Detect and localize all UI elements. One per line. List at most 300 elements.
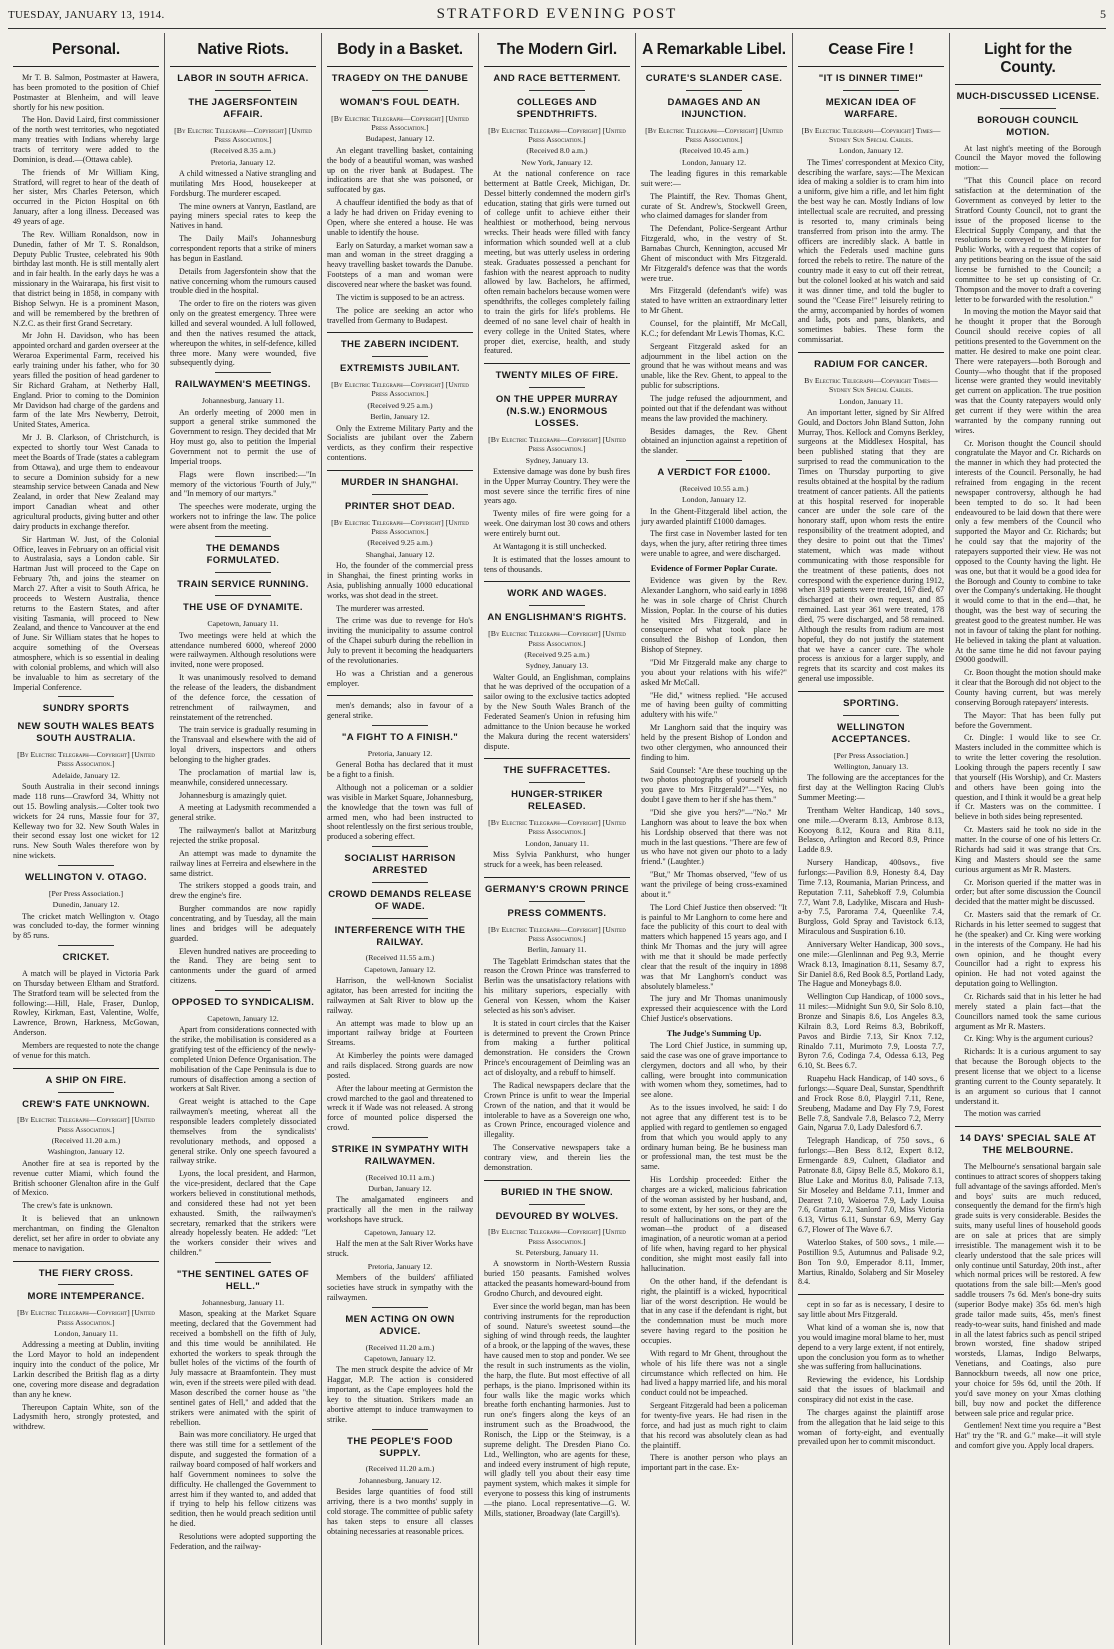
story-paragraph: Harrison, the well-known Socialist agitator, has been arrested for inciting the railwaymen at Salt River to blow up the railway. bbox=[327, 976, 473, 1015]
story-paragraph: Mr J. B. Clarkson, of Christchurch, is expected to shortly tour West Canada to meet the Boards of Trade (states a cablegram from Ottawa), and urge them to endeavour to secure a Dominion subsidy for a new steamship service between Canada and New Zealand, in order that New Zealand may import Canadian wheat and other agricultural products, giving butter and other dairy products in exchange therefor. bbox=[13, 433, 159, 531]
divider bbox=[215, 990, 270, 991]
headline: THE ZABERN INCIDENT. bbox=[340, 339, 460, 351]
story-paragraph: An elegant travelling basket, containing the body of a beautiful woman, was washed up on the river bank at Budapest. The indications are that she was poisoned, or suffocated by gas. bbox=[327, 145, 473, 195]
wire-credit: [By Electric Telegraph—Copyright] [United Press Association.] bbox=[331, 380, 469, 399]
story-paragraph: Besides damages, the Rev. Ghent obtained an injunction against a repetition of the slander. bbox=[641, 426, 787, 456]
story-paragraph: The Radical newspapers declare that the Crown Prince is unfit to wear the Imperial Crown of the nation, and that it would be intolerable to have as a Sovereign one who, as Crown Prince, encouraged violence and illegality. bbox=[484, 1080, 630, 1140]
dateline: Pretoria, January 12. bbox=[210, 157, 276, 167]
story-paragraph: In the Ghent-Fitzgerald libel action, the jury awarded plaintiff £1000 damages. bbox=[641, 506, 787, 526]
dateline: (Received 11.20 a.m.) bbox=[51, 1136, 121, 1146]
headline: GERMANY'S CROWN PRINCE bbox=[484, 883, 630, 895]
divider bbox=[529, 387, 584, 388]
headline: THE PEOPLE'S FOOD SUPPLY. bbox=[347, 1435, 453, 1459]
story-paragraph: Apart from considerations connected with the strike, the mobilisation is considered as a gratifying test of the efficiency of the newly-completed Union Defence Organisation. The mobilisation of the Cape Peninsula is due to rumours of disaffection among a section of workers at Salt River. bbox=[170, 1025, 316, 1094]
story-paragraph: The police are seeking an actor who travelled from Germany to Budapest. bbox=[327, 305, 473, 325]
column-6 bbox=[793, 33, 950, 1645]
story-paragraph: The Lord Chief Justice then observed: "It is painful to Mr Langhorn to come here and face the publicity of this court to deal with matters which happened 15 years ago, and I think Mr Thomas and the jury will agree with me that it should be made perfectly clear that the result of the inquiry in 1898 was that Mr Langhorn's conduct was absolutely blameless." bbox=[641, 902, 787, 991]
headline: WORK AND WAGES. bbox=[507, 588, 607, 600]
story-paragraph: "He did," witness replied. "He accused me of having been guilty of committing adultery with his wife." bbox=[641, 690, 787, 720]
story-paragraph: Half the men at the Salt River Works have struck. bbox=[327, 1239, 473, 1259]
story-paragraph: Ho was a Christian and a generous employer. bbox=[327, 668, 473, 688]
dateline: Dunedin, January 12. bbox=[52, 900, 120, 910]
story-paragraph: The proclamation of martial law is, meanwhile, considered unnecessary. bbox=[170, 767, 316, 787]
dateline: Capetown, January 12. bbox=[364, 964, 436, 974]
story-paragraph: Ruapehu Hack Handicap, of 140 sovs., 6 furlongs:—Square Deal, Sunstar, Spendthrift and Frock Rose 8.0, Playgirl 7.11, Rene, Sreubeng, Madame and Day Fly 7.9, Forest Belle 7.8, Sandvale 7.8, Belasco 7.2, Merry Gain, Ngarua 7.0, Lady Dalesford 6.7. bbox=[798, 1074, 944, 1133]
dateline: (Received 10.11 a.m.) bbox=[365, 1172, 435, 1182]
headline: CURATE'S SLANDER CASE. bbox=[645, 73, 783, 84]
divider bbox=[529, 782, 584, 783]
story-paragraph: With regard to Mr Ghent, throughout the whole of his life there was not a single circumstance which reflected on him. He had lived a happy married life, and his moral conduct could not be impeached. bbox=[641, 1348, 787, 1398]
story-paragraph: At the national conference on race betterment at Battle Creek, Michigan, Dr. Dessel bitterly condemned the modern girl's education, stating that girls were turned out of college unfit to achieve either their healthiest or motherhood, being nervous wrecks. Their heads were filled with fancy information which sounded well at a club meeting, but was utterly useless in ordering steak. Graduates possessed a penchant for fashion with the nearest approach to nudity allowed by law. Bachelors, he affirmed, often remain bachelors because women were spendthrifts, the colleges completely failing to train the girls for life's problems. He deemed of no sane level chair of health in every college in the United States, where proper diet, exercise, health, and study featured. bbox=[484, 169, 630, 356]
story-paragraph: Lyons, the local president, and Harmon, the vice-president, declared that the Cape workers believed in constitutional methods, and considered these had not yet been exhausted. Smith, the railwaymen's secretary, remarked that the strikers were already hopelessly beaten. He added: "Let the workers consider their wives and children." bbox=[170, 1169, 316, 1258]
headline: CROWD DEMANDS RELEASE OF WADE. bbox=[328, 888, 472, 912]
story-paragraph: At Kimberley the points were damaged and rails displaced. Strong guards are now posted. bbox=[327, 1051, 473, 1080]
divider bbox=[372, 90, 427, 91]
story-paragraph: Trentham Welter Handicap, 140 sovs., one mile.—Overarm 8.13, Ambrose 8.13, Kooyong 8.12, Koura and Rita 8.11, Belasco, Arlington and Record 8.9, Prince Ladde 8.9. bbox=[798, 805, 944, 855]
dateline: Capetown, January 12. bbox=[207, 1013, 279, 1023]
story-paragraph: Mason, speaking at the Market Square meeting, declared that the Government had received a bombshell on the fifth of July, and this time would be annihilated. He exhorted the workers to speak through the bullet holes of the victims of the fourth of July massacre at Braamfontein. They must win, even if the streets were piled with dead. Mason described the corner house as "the sentinel gates of Hell," and added that the strikers were animated with the spirit of rebellion. bbox=[170, 1309, 316, 1427]
column-5 bbox=[636, 33, 793, 1645]
divider bbox=[215, 595, 270, 596]
divider bbox=[215, 90, 270, 91]
story-paragraph: Cr. Masters said he took no side in the matter. In the course of one of his letters Cr. Richards had said it was strange that Crs. King and Masters should see the same curious argument as Mr R. Masters. bbox=[955, 825, 1101, 874]
story-paragraph: Burgher commandos are now rapidly concentrating, and by Tuesday, all the main lines and bridges will be adequately guarded. bbox=[170, 904, 316, 943]
headline: THE JAGERSFONTEIN AFFAIR. bbox=[188, 96, 298, 120]
dateline: (Received 11.20 a.m.) bbox=[365, 1342, 435, 1352]
dateline: Johannesburg, January 12. bbox=[358, 1475, 442, 1485]
story-paragraph: Mr T. B. Salmon, Postmaster at Hawera, has been promoted to the position of Chief Postmaster at Blenheim, and will leave shortly for his new position. bbox=[13, 73, 159, 112]
story-paragraph: The Hon. David Laird, first commissioner of the north west territories, who negotiated many treaties with Indians whereby large tracts of territory were added to the Dominion, is dead.—(Ottawa cable). bbox=[13, 115, 159, 164]
story-paragraph: men's demands; also in favour of a general strike. bbox=[327, 701, 473, 721]
story-paragraph: There is another person who plays an important part in the case. Ex- bbox=[641, 1453, 787, 1473]
column-3 bbox=[322, 33, 479, 1645]
headline: MUCH-DISCUSSED LICENSE. bbox=[956, 91, 1100, 102]
divider bbox=[215, 1262, 270, 1263]
headline: THE DEMANDS FORMULATED. bbox=[205, 542, 281, 566]
wire-credit: [By Electric Telegraph—Copyright] [United Press Association.] bbox=[331, 517, 469, 537]
column-heading: The Modern Girl. bbox=[484, 33, 630, 67]
story-paragraph: The Daily Mail's Johannesburg correspondent reports that a strike of miners has begun in Eastland. bbox=[170, 234, 316, 263]
dateline: London, January 11. bbox=[525, 838, 589, 848]
story-paragraph: Cr. Boon thought the motion should make it clear that the Borough did not object to the County having current, but was merely conserving Borough ratepayers' interests. bbox=[955, 668, 1101, 707]
wire-credit: [By Electric Telegraph—Copyright] [United Press Association.] bbox=[488, 1227, 626, 1246]
divider bbox=[529, 605, 584, 606]
story-paragraph: The Conservative newspapers take a contrary view, and therein lies the demonstration. bbox=[484, 1143, 630, 1172]
story-paragraph: The first case in November lasted for ten days, when the jury, after retiring three times were unable to agree, and were discharged. bbox=[641, 529, 787, 559]
divider bbox=[529, 901, 584, 902]
story-paragraph: The Rev. William Ronaldson, now in Dunedin, father of Mr T. S. Ronaldson, Deputy Public Trustee, celebrated his 90th birthday last month. He is still mentally alert and in fair health. In the early days he was a missionary in the Wairarapa, his first visit to that district being in 1858, in company with Bishop Selwyn. He is a prominent Mason, and will be remembered by the brethren of N.Z.C. as their first Grand Secretary. bbox=[13, 229, 159, 328]
dateline: Berlin, January 11. bbox=[527, 945, 587, 955]
divider bbox=[372, 725, 427, 726]
section-divider bbox=[798, 352, 944, 353]
story-paragraph: The motion was carried bbox=[964, 1109, 1041, 1119]
divider bbox=[215, 372, 270, 373]
story-paragraph: The charges against the plaintiff arose from the allegation that he laid seige to this woman of forty-eight, and eventually prevailed upon her to commit misconduct. bbox=[798, 1407, 944, 1447]
story-paragraph: The mine owners at Vanryn, Eastland, are paying miners special rates to keep the Natives in hand. bbox=[170, 201, 316, 231]
column-heading: A Remarkable Libel. bbox=[641, 33, 787, 67]
section-divider bbox=[484, 877, 630, 878]
dateline: Capetown, January 11. bbox=[207, 619, 279, 629]
headline: "THE SENTINEL GATES OF HELL." bbox=[176, 1269, 310, 1292]
story-paragraph: The train service is gradually resuming in the Transvaal and elsewhere with the aid of loyal drivers, inspectors and others belonging to the higher grades. bbox=[170, 725, 316, 765]
column-7 bbox=[950, 33, 1106, 1645]
story-paragraph: The following are the acceptances for the first day at the Wellington Racing Club's Summer Meeting:— bbox=[798, 773, 944, 802]
dateline: (Received 9.25 a.m.) bbox=[367, 400, 433, 410]
story-paragraph: Telegraph Handicap, of 750 sovs., 6 furlongs:—Ben Bess 8.12, Expert 8.12, Ermengarde 8.9, Culnett, Gladiator and Patronate 8.8, Gipsy Belle 8.5, Mokoro 8.1, Blue Lake and Moritus 8.0, Palisade 7.13, Sir Moseley and Beldame 7.11, Immer and Dearest 7.10, Waioeroa 7.9, Lady Louisa 7.6, Grattan 7.2, Sanlord 7.0, Miss Victoria 6.13, Virtus 6.11, Sunstar 6.9, Merry Gay 6.7, Flower of The Wave 6.7. bbox=[798, 1136, 944, 1235]
story-paragraph: Sergeant Fitzgerald had been a policeman for twenty-five years. He had risen in the force, and had just as much right to claim that his record was absolutely clean as had the plaintiff. bbox=[641, 1401, 787, 1450]
story-paragraph: The men struck despite the advice of Mr Haggar, M.P. The action is considered important, as the Cape employees hold the key to the situation. Strikers made an abortive attempt to induce tramwaymen to strike. bbox=[327, 1365, 473, 1424]
wire-credit: [By Electric Telegraph—Copyright] [United Press Association.] bbox=[488, 125, 626, 144]
headline: 14 DAYS' SPECIAL SALE AT THE MELBOURNE. bbox=[959, 1133, 1097, 1157]
story-paragraph: Mr Langhorn said that the inquiry was held by the present Bishop of London and two other clergymen, who announced their finding to him. bbox=[641, 723, 787, 762]
headline: AND RACE BETTERMENT. bbox=[493, 73, 621, 84]
headline: CRICKET. bbox=[62, 952, 110, 964]
story-paragraph: A meeting at Ladysmith recommended a general strike. bbox=[170, 803, 316, 823]
dateline: Berlin, January 12. bbox=[370, 412, 430, 422]
section-divider bbox=[484, 758, 630, 759]
wire-credit: [By Electric Telegraph—Copyright] [United Press Association.] bbox=[488, 629, 626, 648]
dateline: (Received 8.0 a.m.) bbox=[526, 146, 588, 156]
story-paragraph: What kind of a woman she is, now that you would imagine moral blame to her, must depend to a very large extent, if not entirely, upon the conclusion you form as to whether she was suffering from hallucinations. bbox=[798, 1322, 944, 1372]
dateline: (Received 11.55 a.m.) bbox=[365, 953, 435, 963]
headline: A SHIP ON FIRE. bbox=[45, 1074, 127, 1086]
column-heading: Cease Fire ! bbox=[798, 33, 944, 67]
story-paragraph: The Mayor: That has been fully put before the Government. bbox=[955, 710, 1101, 730]
divider bbox=[372, 1307, 427, 1308]
story-paragraph: Great weight is attached to the Cape railwaymen's meeting, whereat all the responsible leaders completely dissociated themselves from the syndicalists' revolutionary methods, and opposed a general strike. Only one speech favoured a railway strike. bbox=[170, 1097, 316, 1166]
dateline: Washington, January 12. bbox=[47, 1147, 125, 1157]
headline: THE USE OF DYNAMITE. bbox=[183, 602, 303, 614]
story-paragraph: Members are requested to note the change of venue for this match. bbox=[13, 1040, 159, 1060]
story-paragraph: The friends of Mr William King, Stratford, will regret to hear of the death of her sister, Mrs Charles Peterson, which occurred in the Picton Hospital on 6th January, after a long illness. Deceased was 49 years of age. bbox=[13, 167, 159, 227]
section-divider bbox=[798, 1294, 944, 1295]
story-paragraph: Cr. King: Why is the argument curious? bbox=[964, 1034, 1093, 1044]
story-paragraph: Extensive damage was done by bush fires in the Upper Murray Country. They were the most severe since the terrific fires of nine years ago. bbox=[484, 466, 630, 506]
dateline: Pretoria, January 12. bbox=[367, 1262, 433, 1272]
dateline: Adelaide, January 12. bbox=[52, 770, 120, 780]
dateline: [Per Press Association.] bbox=[48, 888, 124, 898]
headline: WOMAN'S FOUL DEATH. bbox=[340, 96, 460, 108]
story-paragraph: An attempt was made to dynamite the railway lines at Ferreira and elsewhere in the same district. bbox=[170, 848, 316, 878]
dateline: London, January 11. bbox=[54, 1329, 118, 1338]
headline: HUNGER-STRIKER RELEASED. bbox=[511, 789, 603, 813]
issue-date: TUESDAY, JANUARY 13, 1914. bbox=[8, 9, 165, 21]
headline: SUNDRY SPORTS bbox=[42, 703, 130, 715]
story-paragraph: Cr. Morison queried if the matter was in order; but after some discussion the Council decided that the matter might be discussed. bbox=[955, 877, 1101, 907]
story-paragraph: Wellington Cup Handicap, of 1000 sovs., 11 miles:—Midnight Sun 9.0, Sir Solo 8.10, Bronze and Sinapis 8.6, Los Angeles 8.3, Kilrain 8.3, Lord Reims 8.3, Bobrikoff, Pavos and Birdie 7.13, Sir Knox 7.12, Rinaldo 7.11, Murimoto 7.9, Loosta 7.7, Byron 7.6, Codinga 7.4, Odessa 6.13, Peg 6.10, St. Bees 6.7. bbox=[798, 992, 944, 1071]
headline: COLLEGES AND SPENDTHRIFTS. bbox=[516, 96, 598, 120]
story-paragraph: At last night's meeting of the Borough Council the Mayor moved the following motion:— bbox=[955, 143, 1101, 173]
story-paragraph: His Lordship proceeded: Either the charges are a wicked, malicious fabrication of the woman assisted by her husband, and, to some extent, by her sons, or they are the result of hallucinations on the part of the woman—the product of a diseased imagination, of a neurotic woman at a period of life when, having regard to her physical condition, she might most easily fall into hallucination. bbox=[641, 1175, 787, 1273]
story-paragraph: It was unanimously resolved to demand the release of the leaders, the disbandment of the defence force, the cessation of retrenchment of railwaymen, and reinstatement of the retrenched. bbox=[170, 673, 316, 722]
headline: "A FIGHT TO A FINISH." bbox=[341, 732, 459, 744]
divider bbox=[843, 715, 898, 716]
column-1 bbox=[8, 33, 165, 1645]
headline: AN ENGLISHMAN'S RIGHTS. bbox=[487, 612, 627, 624]
story-paragraph: Reviewing the evidence, his Lordship said that the issues of blackmail and conspiracy did not exist in the case. bbox=[798, 1375, 944, 1404]
dateline: [Per Press Association.] bbox=[833, 750, 909, 760]
column-heading: Native Riots. bbox=[170, 33, 316, 67]
divider bbox=[372, 882, 427, 883]
story-paragraph: Another fire at sea is reported by the revenue cutter Miami, which found the British schooner Glenalton afire in the Gulf of Mexico. bbox=[13, 1158, 159, 1198]
story-paragraph: After the labour meeting at Germiston the crowd marched to the gaol and threatened to wreck it if Wade was not released. A strong force of mounted police dispersed the crowd. bbox=[327, 1083, 473, 1133]
story-paragraph: cept in so far as is necessary, I desire to say little about Mrs Fitzgerald. bbox=[798, 1300, 944, 1320]
story-paragraph: Said Counsel: "Are these touching up the two photos photographs of yourself which you gave to Mrs Fitzgerald?"—"Yes, no doubt I gave them to her if she has them." bbox=[641, 765, 787, 805]
dateline: Capetown, January 12. bbox=[364, 1228, 436, 1238]
story-paragraph: Anniversary Welter Handicap, 300 sovs., one mile:—Glenlinnan and Peg 9.3, Merrie Wrack 8.13, Imagination 8.11, Sesamy 8.7, Sir Daniel 8.6, Red Book 8.5, Portland Lady, The Hague and Moneybags 8.0. bbox=[798, 940, 944, 989]
dateline: London, January 12. bbox=[838, 146, 904, 156]
headline: STRIKE IN SYMPATHY WITH RAILWAYMEN. bbox=[331, 1144, 469, 1167]
headline: TRAIN SERVICE RUNNING. bbox=[177, 578, 309, 590]
story-paragraph: A match will be played in Victoria Park on Thursday between Eltham and Stratford. The Stratford team will be selected from the following:—Hill, Hale, Fraser, Dunlop, Rowley, Kirkman, East, Valentine, Wolfe, Lawrence, Brown, Harkness, McGowan, Anderson. bbox=[13, 968, 159, 1038]
story-paragraph: On the other hand, if the defendant is right, the plaintiff is a wicked, hypocritical liar of the worst description. He would be that in any case if the defendant is right, but the condemnation must be much more severe having regard to the position he occupies. bbox=[641, 1276, 787, 1345]
story-paragraph: "Did she give you hers?"—"No." Mr Langhorn was about to leave the box when his Lordship observed that there was not much in the last questions. "There are few of us who have not given our photo to a lady friend." (Laughter.) bbox=[641, 807, 787, 867]
section-divider bbox=[327, 470, 473, 471]
wire-credit: [By Electric Telegraph—Copyright] [United Press Association.] bbox=[17, 1115, 155, 1134]
story-paragraph: Only the Extreme Military Party and the Socialists are jubilant over the Zabern verdicts, as they confirm their respective contentions. bbox=[327, 423, 473, 463]
section-divider bbox=[798, 691, 944, 692]
section-divider bbox=[484, 1180, 630, 1181]
headline: RAILWAYMEN'S MEETINGS. bbox=[175, 379, 311, 391]
columns-area bbox=[8, 33, 1106, 1645]
story-paragraph: The Defendant, Police-Sergeant Arthur Fitzgerald, who, in the vestry of St. Barnabas Church, Kennington, accused Mr Ghent of misconduct with Mrs Fitzgerald. Mr Fitzgerald's defence was that the words were true. bbox=[641, 224, 787, 283]
headline: ON THE UPPER MURRAY (N.S.W.) ENORMOUS LOSSES. bbox=[495, 394, 619, 429]
story-paragraph: "Did Mr Fitzgerald make any charge to you about your relations with his wife?" asked Mr McCall. bbox=[641, 657, 787, 687]
dateline: Sydney, January 13. bbox=[525, 661, 589, 671]
story-paragraph: Miss Sylvia Pankhurst, who hunger struck for a week, has been released. bbox=[484, 850, 630, 869]
divider bbox=[372, 1137, 427, 1138]
story-paragraph: As to the issues involved, he said: I do not agree that any different test is to be applied with regard to gentlemen so engaged from that which you would apply to any ordinary human being. Be he business man or professional man, the test must be the same. bbox=[641, 1103, 787, 1172]
wire-credit: [By Electric Telegraph—Copyright] [United Press Association.] bbox=[488, 434, 626, 454]
story-paragraph: A child witnessed a Native strangling and mutilating Mrs Hood, housekeeper at Fordsburg. The murderer escaped. bbox=[170, 169, 316, 198]
story-paragraph: An important letter, signed by Sir Alfred Gould, and Doctors John Bland Sutton, John Murray, Thos. Kellock and Comyns Berkley, surgeons at the Middlesex Hospital, has been published stating that they are surprised to read the communication to the Times on Thursday purporting to give results obtained at the hospital by the radium treatment of cancer patients. All the patients at this hospital reserved for inoperable cancer are under the sole care of the honorary staff, upon whom rests the entire responsibility of the treatment adopted, and they desire to point out that the Times' statement, which was made without communicating with those responsible for the treatment of these patients, does not correspond with the experience during 1912, when 319 patients were treated, 167 died, 67 discharged at their own request, and 85 remained. Last year 361 were treated, 178 died, 75 were discharged, and 58 remained. Although the results from radium are most hopeful, they do not justify the statement that we have a cancer cure. The whole process is anxious for a larger supply, and regrets that its scarcity and cost makes its general use impossible. bbox=[798, 407, 944, 684]
divider bbox=[372, 494, 427, 495]
story-paragraph: The strikers stopped a goods train, and drew the engine's fire. bbox=[170, 881, 316, 901]
story-paragraph: The Plaintiff, the Rev. Thomas Ghent, curate of St. Andrew's, Stockwell Green, who claimed damages for slander from bbox=[641, 191, 787, 221]
story-paragraph: Cr. Masters said that the remark of Cr. Richards in his letter seemed to suggest that he (the speaker) and Cr. King were working in the interests of the Company. He had his own opinion, and he thought every Councillor had a right to express his opinion. He had not voted against the deputation going to Wellington. bbox=[955, 910, 1101, 989]
story-paragraph: It is estimated that the losses amount to tens of thousands. bbox=[484, 554, 630, 574]
column-heading: Personal. bbox=[13, 33, 159, 67]
headline: THE SUFFRACETTES. bbox=[503, 765, 611, 777]
story-paragraph: Twenty miles of fire were going for a week. One dairyman lost 30 cows and others were entirely burnt out. bbox=[484, 509, 630, 539]
wire-credit: [By Electric Telegraph—Copyright] [United Press Association.] bbox=[17, 1308, 155, 1327]
subheading: The Judge's Summing Up. bbox=[666, 1029, 762, 1039]
headline: WELLINGTON V. OTAGO. bbox=[25, 871, 147, 883]
headline: BURIED IN THE SNOW. bbox=[500, 1186, 614, 1198]
headline: OPPOSED TO SYNDICALISM. bbox=[171, 997, 315, 1009]
divider bbox=[215, 536, 270, 537]
story-paragraph: Waterloo Stakes, of 500 sovs., 1 mile.—Postillion 9.5, Autumnus and Palisade 9.2, Bon Ton 9.0, Emperador 8.11, Immer, Martius, Rinaldo, Solaberg and Sir Moseley 8.4. bbox=[798, 1237, 944, 1287]
story-paragraph: Gentlemen! Next time you require a "Best Hat" try the "R. and G." make—it will style and comfort give you. Apply local drapers. bbox=[955, 1421, 1101, 1451]
story-paragraph: The crew's fate is unknown. bbox=[22, 1201, 113, 1211]
headline: NEW SOUTH WALES BEATS SOUTH AUSTRALIA. bbox=[17, 721, 155, 745]
dateline: Durban, January 12. bbox=[368, 1184, 432, 1194]
headline: TRAGEDY ON THE DANUBE bbox=[331, 73, 469, 84]
headline: WELLINGTON ACCEPTANCES. bbox=[831, 721, 911, 745]
wire-credit: By Electric Telegraph—Copyright Times—Sydney Sun Special Cables. bbox=[804, 375, 938, 395]
story-paragraph: Counsel, for the plaintiff, Mr McCall, K.C.; for defendant Mr Lewis Thomas, K.C. bbox=[641, 319, 787, 338]
divider bbox=[372, 918, 427, 919]
dateline: New York, January 12. bbox=[521, 157, 593, 167]
divider bbox=[58, 696, 113, 697]
headline: LABOR IN SOUTH AFRICA. bbox=[177, 73, 309, 84]
story-paragraph: Richards: It is a curious argument to say that because the Borough objects to the present license that we object to a license granting current to the County separately. It is an argument so curious that I cannot understand it. bbox=[955, 1047, 1101, 1106]
section-divider bbox=[484, 363, 630, 364]
wire-credit: [By Electric Telegraph—Copyright] [United Press Association.] bbox=[17, 750, 155, 769]
story-paragraph: General Botha has declared that it must be a fight to a finish. bbox=[327, 760, 473, 780]
story-paragraph: Thereupon Captain White, son of the Ladysmith hero, strongly protested, and withdrew. bbox=[13, 1402, 159, 1432]
story-paragraph: Sir Hartman W. Just, of the Colonial Office, leaves in February on an official visit to Australasia, says a London cable. Sir Hartman Just will proceed to the Cape on February 7th, and joins the steamer on March 27. After a visit to South Africa, he proceeds to Western Australia, thence returns to the Eastern States, and after visiting Tasmania, will proceed to New Zealand, and thence to Vancouver at the end of June. Sir William states that he hopes to acquire something of the Overseas atmosphere, which is so essential in dealing with colonial problems, and which will also be invaluable to him as secretary of the Imperial Conference. bbox=[13, 534, 159, 692]
story-paragraph: The order to fire on the rioters was given only on the greatest emergency. Three were killed and several wounded. A lull followed, and then the natives resumed the attack, whereupon the whites, in self-defence, killed three more. Many were wounded, five subsequently dying. bbox=[170, 299, 316, 368]
dateline: (Received 11.20 a.m.) bbox=[365, 1464, 435, 1474]
story-paragraph: Addressing a meeting at Dublin, inviting the Lord Mayor to hold an independent inquiry into the conduct of the police, Mr Larkin described the British flag as a dirty one, covering more disease and degradation than any he knew. bbox=[13, 1340, 159, 1399]
divider bbox=[843, 90, 898, 91]
story-paragraph: Mr John H. Davidson, who has been appointed orchard and garden overseer at the Weraroa Experimental Farm, received his early training under his father, who for 30 years filled the position of head gardener to Sir Richard Graham, at Netherby Hall, England. Prior to coming to the Dominion Mr Davidson had charge of the gardens and farm of the late Mrs Newberry, Detroit, United States, America. bbox=[13, 331, 159, 430]
headline: PRINTER SHOT DEAD. bbox=[344, 500, 456, 512]
section-divider bbox=[13, 1068, 159, 1069]
dateline: Johannesburg, January 11. bbox=[201, 396, 285, 406]
story-paragraph: Ever since the world began, man has been contriving instruments for the reproduction of sound. Nature's sweetest sound—the sighing of wind through reeds, the laughter of a brook, or the lapping of the waves, these have caused men to stop and ponder. We see the result in such instruments as the violin, the harp, the flute. But most effective of all perhaps, is the piano. Imprisoned within its four walls like the magic works which breathe forth enchanting harmonies. Just to run one's fingers along the keys of an instrument such as the Broadwood, the Ronisch, the Lipp or the Steinway, is a supreme delight. The Dresden Piano Co. Ltd., Wellington, who are agents for these, and indeed every instrument of high repute, will gladly tell you about their easy time payment system, which makes it simple for everyone to possess this king of instruments—the piano. Local representative—G. W. Mills, stationer, Broadway (late Cargill's). bbox=[484, 1301, 630, 1518]
section-divider bbox=[13, 1261, 159, 1262]
headline: MEXICAN IDEA OF WARFARE. bbox=[825, 96, 917, 120]
column-2 bbox=[165, 33, 322, 1645]
story-paragraph: An orderly meeting of 2000 men in support a general strike summoned the Government to resign. They decided that Mr Hoy must go, also to petition the Imperial Government not to permit the use of Imperial troops. bbox=[170, 407, 316, 466]
dateline: London, January 11. bbox=[839, 396, 903, 406]
story-paragraph: The Tageblatt Erimdschan states that the reason the Crown Prince was transferred to Berlin was the unsatisfactory relations with his military superiors, especially with General von Kessen, whom the Kaiser selected as his son's adviser. bbox=[484, 956, 630, 1015]
story-paragraph: Evidence was given by the Rev. Alexander Langhorn, who said early in 1898 he was in sole charge of Christ Church Mission, Poplar. In the course of his duties he visited Mrs Fitzgerald, and in consequence of what took place he consulted the Bishop of London, then Bishop of Stepney. bbox=[641, 576, 787, 655]
story-paragraph: The speeches were moderate, urging the workers not to infringe the law. The police were absent from the meeting. bbox=[170, 502, 316, 531]
story-paragraph: Members of the builders' affiliated societies have struck in sympathy with the railwaymen. bbox=[327, 1273, 473, 1303]
divider bbox=[529, 90, 584, 91]
story-paragraph: Cr. Dingle: I would like to see Cr. Masters included in the committee which is to write the letter covering the resolution. Looking through the papers recently I saw that yourself (His Worship), and Cr. Masters and others have been going into the question, and I think it would be a great help if Cr. Masters was on the committee. I believe in both sides being represented. bbox=[955, 733, 1101, 822]
story-paragraph: The Lord Chief Justice, in summing up, said the case was one of grave importance to clergymen, doctors and all who, by their calling, were brought into communication with women whom they, sometimes, had to see alone. bbox=[641, 1041, 787, 1100]
wire-credit: [By Electric Telegraph—Copyright] [United Press Association.] bbox=[174, 125, 312, 144]
story-paragraph: The victim is supposed to be an actress. bbox=[336, 292, 465, 302]
story-paragraph: Cr. Richards said that in his letter he had merely stated a plain fact—that the Councillors named took the same curious argument as Mr R. Masters. bbox=[955, 991, 1101, 1031]
story-paragraph: It is believed that an unknown merchantman, on finding the Glenalton derelict, set her afire in order to obviate any menace to navigation. bbox=[13, 1214, 159, 1253]
headline: INTERFERENCE WITH THE RAILWAY. bbox=[334, 924, 466, 948]
headline: PRESS COMMENTS. bbox=[507, 907, 607, 919]
page-number: 5 bbox=[1100, 7, 1106, 21]
column-heading: Body in a Basket. bbox=[327, 33, 473, 67]
dateline: (Received 9.25 a.m.) bbox=[367, 538, 433, 548]
headline: TWENTY MILES OF FIRE. bbox=[495, 370, 619, 382]
divider bbox=[372, 1429, 427, 1430]
headline: SPORTING. bbox=[843, 697, 899, 709]
divider bbox=[215, 572, 270, 573]
story-paragraph: The cricket match Wellington v. Otago was concluded to-day, the former winning by 85 runs. bbox=[13, 911, 159, 941]
dateline: (Received 9.25 a.m.) bbox=[524, 649, 590, 659]
divider bbox=[58, 945, 113, 946]
dateline: Pretoria, January 12. bbox=[367, 748, 433, 758]
story-paragraph: The crime was due to revenge for Ho's inviting the municipality to assume control of the Chapei suburb during the rebellion in July to prevent it becoming the headquarters of the revolutionaries. bbox=[327, 616, 473, 665]
dateline: Shanghai, January 12. bbox=[365, 549, 435, 559]
headline: RADIUM FOR CANCER. bbox=[814, 358, 928, 370]
dateline: Wellington, January 13. bbox=[833, 761, 909, 771]
story-paragraph: Besides large quantities of food still arriving, there is a two months' supply in cold storage. The committee of public safety has taken steps to ensure all classes obtaining necessaries at reasonable prices. bbox=[327, 1487, 473, 1536]
dateline: St. Petersburg, January 11. bbox=[515, 1248, 599, 1258]
section-divider bbox=[327, 332, 473, 333]
newspaper-title: STRATFORD EVENING POST bbox=[436, 6, 678, 22]
headline: A VERDICT FOR £1000. bbox=[657, 467, 771, 479]
story-paragraph: At Wantagong it is still unchecked. bbox=[493, 541, 607, 551]
wire-credit: [By Electric Telegraph—Copyright] [United Press Association.] bbox=[488, 924, 626, 943]
story-paragraph: The jury and Mr Thomas unanimously expressed their acquiescence with the Lord Chief Justice's observations. bbox=[641, 994, 787, 1024]
headline: SOCIALIST HARRISON ARRESTED bbox=[344, 853, 456, 877]
column-4 bbox=[479, 33, 636, 1645]
story-paragraph: Flags were flown inscribed:—"In memory of the victorious 'Fourth of July,'" and "In memory of our martyrs." bbox=[170, 469, 316, 499]
story-paragraph: Johannesburg is amazingly quiet. bbox=[179, 790, 287, 800]
column-heading: Light for the County. bbox=[955, 33, 1101, 85]
dateline: Capetown, January 12. bbox=[364, 1354, 436, 1364]
story-paragraph: Bain was more conciliatory. He urged that there was still time for a settlement of the dispute, and suggested the formation of a railway board composed of half workers and half Government nominees to solve the difficulty. He challenged the Government to arrest him if they wanted to, and added that if trying to help his fellow citizens was sedition, then he would preach sedition until he died. bbox=[170, 1430, 316, 1529]
wire-credit: [By Electric Telegraph—Copyright] [United Press Association.] bbox=[331, 113, 469, 133]
dateline: Sydney, January 13. bbox=[525, 455, 589, 465]
divider bbox=[58, 1092, 113, 1093]
story-paragraph: The railwaymen's ballot at Maritzburg rejected the strike proposal. bbox=[170, 826, 316, 846]
headline: MEN ACTING ON OWN ADVICE. bbox=[345, 1314, 455, 1337]
headline: BOROUGH COUNCIL MOTION. bbox=[977, 114, 1079, 138]
dateline: London, January 12. bbox=[681, 157, 747, 167]
section-divider bbox=[955, 1126, 1101, 1127]
story-paragraph: Details from Jagersfontein show that the native concerning whom the rumours caused trouble died in the hospital. bbox=[170, 266, 316, 296]
dateline: London, January 12. bbox=[681, 495, 747, 505]
story-paragraph: The leading figures in this remarkable suit were:— bbox=[641, 169, 787, 188]
story-paragraph: The murderer was arrested. bbox=[336, 603, 425, 613]
story-paragraph: Resolutions were adopted supporting the Federation, and the railway- bbox=[170, 1532, 316, 1551]
headline: EXTREMISTS JUBILANT. bbox=[340, 363, 460, 375]
dateline: Johannesburg, January 11. bbox=[201, 1297, 285, 1307]
masthead bbox=[8, 6, 1106, 29]
story-paragraph: Nursery Handicap, 400sovs., five furlongs:—Pavilion 8.9, Honesty 8.4, Day Time 7.13, Roumania, Marian Princess, and Reputation 7.11, Sahebkoff 7.9, Columbia 7.7, Want 7.8, Ladylike, Miscara and Hush-a-by 7.5, Parorama 7.4, Queenlike 7.4, Burgloss, Gold Spray and Tavistock 6.13, Miraculous and Suspiration 6.10. bbox=[798, 858, 944, 937]
story-paragraph: The judge refused the adjournment, and pointed out that if the defendant was without means the law provided the machinery. bbox=[641, 394, 787, 423]
wire-credit: [By Electric Telegraph—Copyright] [United Press Association.] bbox=[645, 125, 783, 144]
story-paragraph: An attempt was made to blow up an important railway bridge at Fourteen Streams. bbox=[327, 1018, 473, 1048]
divider bbox=[1000, 108, 1055, 109]
divider bbox=[686, 90, 741, 91]
divider bbox=[58, 1284, 113, 1285]
story-paragraph: The Times' correspondent at Mexico City, describing the warfare, says:—The Mexican idea of making a soldier is to cram him into a uniform, give him a rifle, and let him fight the best way he can. Mostly Indians of low intellectual scale are recruited, and pressing is resorted to, many criminals being transferred from prison into the army. The officers are incredibly slack. A battle in which the Federals used machine guns forced the rebels to retire. The nature of the country made it easy to cut off their retreat, but the colonel looked at his watch and said it was dinner time, and told the bugler to sound the "Cease Fire!" leisurely retiring to the army, accompanied by hordes of women and lads, pots and pans, blankets, and sometimes babies. These form the commissariat. bbox=[798, 157, 944, 345]
headline: CREW'S FATE UNKNOWN. bbox=[22, 1098, 150, 1110]
divider bbox=[58, 865, 113, 866]
headline: DAMAGES AND AN INJUNCTION. bbox=[667, 96, 761, 120]
dateline: Budapest, January 12. bbox=[365, 134, 435, 144]
story-paragraph: The Melbourne's sensational bargain sale continues to attract scores of shoppers taking full advantage of the savings afforded. Men's and boys' suits are much reduced, consequently the demand for the firm's high grade suits is very considerable. Besides the suits, many useful lines of household goods are on sale at prices that are simply irresistible. The management wish it to be clearly understood that the sale prices will only continue until Saturday, 20th inst., after which normal prices will be restored. A few quotations from the sale bill:—Men's good saddle trousers 7s 6d. Men's bone-dry suits (superior Bodye make) 35s 6d. men's high grade tailor made suits, 45s, men's finest ready-to-wear suits, hand finished and made in all the latest fabrics such as pencil striped brown worsted, fine shadow striped worsteds, Llamas, Indigo Belwarps, Venetians, and Coatings, also pure Bannockburn tweeds, all now one price, your choice for 59s 6d, until the 20th. If you'd save money on your Xmas clothing bill, buy now and pocket the difference between sale price and regular price. bbox=[955, 1162, 1101, 1418]
wire-credit: [By Electric Telegraph—Copyright] Times—Sydney Sun Special Cables. bbox=[801, 125, 941, 144]
divider bbox=[686, 460, 741, 461]
story-paragraph: Cr. Morison thought the Council should congratulate the Mayor and Cr. Richards on the manner in which they had protected the interests of the Council. Personally, he had refrained from engaging in the recent newspaper controversy, although he had been tempted to do so. It had been endeavoured to be laid down that there were only a few members of the Council who supported the Mayor and Cr. Richards; but he could say that the majority of the ratepayers supported their view. He was not opposed to the County having the light. He was one, but that it would be a good idea for the Borough and County to combine to take over the Company's undertaking. He thought it would come to that in the end—that, he thought, was the best way of securing the greatest good to the greatest number. He was not in favour of taking the plant for nothing. He believed in taking the plant at valuation. At the same time he did not favour paying £9000 goodwill. bbox=[955, 438, 1101, 665]
story-paragraph: Two meetings were held at which the attendance numbered 6000, whereof 2000 were railwaymen. Although resolutions were invited, none were proposed. bbox=[170, 630, 316, 670]
divider bbox=[372, 356, 427, 357]
story-paragraph: Walter Gould, an Englishman, complains that he was deprived of the occupation of a sailor owing to the exclusive tactics adopted by the New South Wales Branch of the Federated Seamen's Union in refusing him admittance to the Union because he worked the Makura during the recent watersiders' dispute. bbox=[484, 672, 630, 751]
story-paragraph: Early on Saturday, a market woman saw a man and woman in the street dragging a heavy travelling basket towards the Danube. Footsteps of a man and woman were discovered near where the basket was found. bbox=[327, 240, 473, 289]
story-paragraph: South Australia in their second innings made 118 runs—Crawford 34, Whitty not out 15. Bowling analysis.—Colter took two wickets for 24 runs, Massie four for 37, Kelleway two for 32. New South Wales in their second essay lost one wicket for 12 runs. New South Wales therefore won by nine wickets. bbox=[13, 782, 159, 861]
story-paragraph: The amalgamated engineers and practically all the men in the railway workshops have struck. bbox=[327, 1195, 473, 1225]
dateline: (Received 8.35 a.m.) bbox=[210, 146, 276, 156]
headline: "IT IS DINNER TIME!" bbox=[818, 73, 924, 84]
dateline: (Received 10.45 a.m.) bbox=[679, 146, 749, 156]
story-paragraph: Ho, the founder of the commercial press in Shanghai, the finest printing works in Asia, publishing annually 1000 educational works, was shot dead in the street. bbox=[327, 561, 473, 600]
story-paragraph: Although not a policeman or a soldier was visible in Market Square, Johannesburg, the knowledge that the town was full of armed men, who had been instructed to shoot relentlessly on the first serious trouble, produced a sobering effect. bbox=[327, 783, 473, 842]
headline: THE FIERY CROSS. bbox=[38, 1267, 134, 1279]
story-paragraph: Eleven hundred natives are proceeding to the Rand. They are being sent to cantonments under the guard of armed citizens. bbox=[170, 946, 316, 986]
story-paragraph: "That this Council place on record satisfaction at the determination of the Government as conveyed by letter to the Stratford County Council, not to grant the issue of the proposed license to the Electrical Supply Company, and that the resolutions be conveyed to the Minister for Public Works, with a request that copies of any petitions bearing on the issue of the said license be furnished to the Council; a committee to be set up consisting of Cr. Thompson and the mover to draft a covering letter to be forwarded with the resolution." bbox=[955, 176, 1101, 304]
section-divider bbox=[484, 581, 630, 582]
story-paragraph: Mrs Fitzgerald (defendant's wife) was stated to have written an extraordinary letter to Mr Ghent. bbox=[641, 286, 787, 316]
subheading: Evidence of Former Poplar Curate. bbox=[650, 564, 778, 574]
headline: DEVOURED BY WOLVES. bbox=[495, 1210, 619, 1222]
wire-credit: [By Electric Telegraph—Copyright] [United Press Association.] bbox=[488, 818, 626, 837]
